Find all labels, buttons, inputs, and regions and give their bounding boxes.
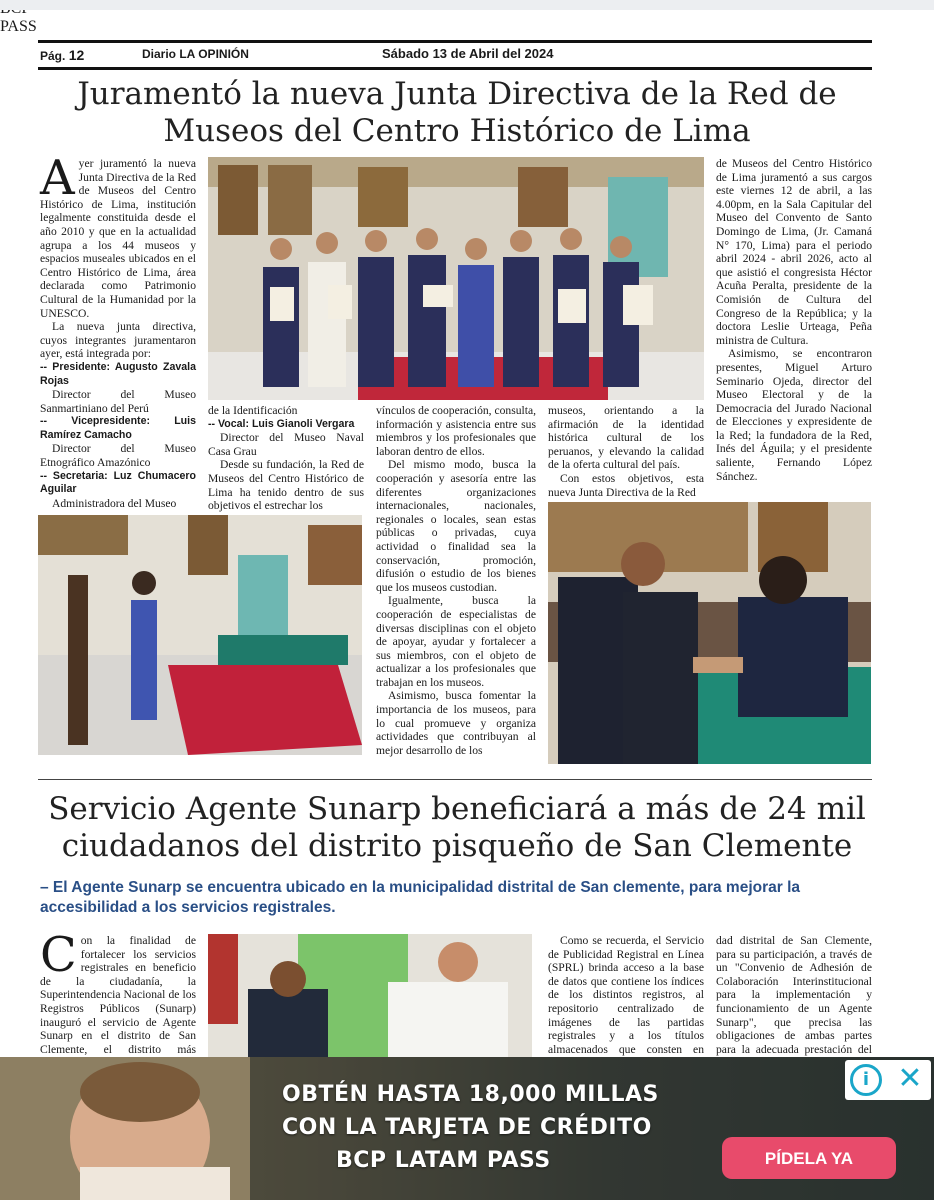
article2-headline: Servicio Agente Sunarp beneficiará a más de 24 mil ciudadanos del distrito pisqueño de San Clemente [48,791,866,864]
article1-column-5: de Museos del Centro Histórico de Lima juramentó a sus cargos este viernes 12 de abril, a las 4.00pm, en la Sala Capitular del Museo del Convento de Santo Domingo de Lima, (Jr. Camaná N° 170, Lima) para el periodo abril 2024 - abril 2026, acto al que asistió el congresista Héctor Acuña Peralta, presidente de la Comisión de Cultura del Congreso de la República; y la doctora Leslie Urteaga, Peña ministra de Cultura. Asimismo, se encontraron presentes, Miguel Arturo Seminario Ojeda, director del Museo Electoral y de la Democracia del Jurado Nacional de Elecciones y expresidente de la Red; la fundadora de la Red, Inés del Águila; y el presidente saliente, Fernando López Sánchez. [716,157,872,483]
article2-ceremony-photo [208,934,532,1057]
page-header [38,40,872,70]
issue-date: Sábado 13 de Abril del 2024 [382,46,554,61]
ad-close-icon[interactable]: ✕ [897,1061,923,1096]
article1-column-3: vínculos de cooperación, consulta, información y asistencia entre sus miembros y los profesionales que laboran dentro de ellos. Del mismo modo, busca la cooperación y asesoría entre las diferentes organizaciones internacionales, nacionales, regionales o locales, sean estas públicas o privadas, cuya actividad o finalidad sea la conservación, promoción, difusión o estudio de los bienes que los museos custodian. Igualmente, busca la cooperación de especialistas de diversas disciplinas con el objeto de apoyar, ayudar y fortalecer a sus miembros, con el objeto de actualizar a los profesionales que trabajan en los museos. Asimismo, busca fomentar la importancia de los museos, para lo cual promueve y organiza actividades que contribuyan al mejor desarrollo de los [376,404,537,757]
article1-column-4: museos, orientando a la afirmación de la identidad histórica cultural de los peruanos, y elevando la calidad de la oferta cultural del país. Con estos objetivos, esta nueva Junta Directiva de la Red [548,404,704,499]
latam-pass-logo: PASS [0,18,37,35]
article1-column-1: Ayer juramentó la nueva Junta Directiva de la Red de Museos del Centro Histórico de Lima, institución legalmente constituida desde el año 2010 y que en la actualidad agrupa a los 44 museos y espacios museales ubicados en el Centro Histórico de Lima, área declarada como Patrimonio Cultural de la Humanidad por la UNESCO. La nueva junta directiva, cuyos integrantes juramentaron ayer, está integrada por: -- Presidente: Augusto Zavala Rojas Director del Museo Sanmartiniano del Perú -- Vicepresidente: Luis Ramírez Camacho Director del Museo Etnográfico Amazónico -- Secretaria: Luz Chumacero Aguilar Administradora del Museo [40,150,196,510]
ad-cta-button[interactable]: PÍDELA YA [722,1137,896,1179]
article2-column-2: Como se recuerda, el Servicio de Publicidad Registral en Línea (SPRL) brinda acceso a la base de datos que contiene los índices de los distintos registros, al repositorio centralizado de imágenes de las partidas registrales y a los títulos almacenados que consten en [548,934,704,1056]
ad-headline-line3: BCP LATAM PASS [336,1148,551,1173]
ad-controls [845,1060,931,1100]
ad-headline-line2: CON LA TARJETA DE CRÉDITO [282,1115,652,1140]
page-number-label: Pág. 12 [40,47,85,63]
article1-handshake-photo [548,502,871,764]
newspaper-name: Diario LA OPINIÓN [142,47,249,61]
article2-column-1: Con la finalidad de fortalecer los servicios registrales en beneficio de la ciudadanía, la Superintendencia Nacional de los Registros Públicos (Sunarp) inauguró el servicio de Agente Sunarp en el distrito de San Clemente, el distrito más [40,927,196,1056]
article2-subtitle: – El Agente Sunarp se encuentra ubicado en la municipalidad distrital de San clemente, para mejorar la accesibilidad a los servicios registrales. [40,879,801,916]
ad-headline-line1: OBTÉN HASTA 18,000 MILLAS [282,1082,659,1107]
ad-info-icon[interactable]: i [850,1064,882,1096]
article1-group-photo [208,157,704,400]
article2-column-3: dad distrital de San Clemente, para su participación, a través de un "Convenio de Adhesión de Colaboración Interinstitucional para la implementación y funcionamiento de un Agente Sunarp", que precisa las obligaciones de ambas partes para la adecuada prestación del [716,934,872,1056]
article1-column-2: de la Identificación -- Vocal: Luis Gianoli Vergara Director del Museo Naval Casa Grau Desde su fundación, la Red de Museos del Centro Histórico de Lima ha tenido dentro de sus objetivos el estrechar los [208,404,364,513]
article1-hall-photo [38,515,362,755]
browser-top-strip [0,0,934,10]
drop-cap: C [40,927,77,983]
drop-cap: A [40,150,75,206]
section-divider [38,779,872,780]
article1-headline: Juramentó la nueva Junta Directiva de la Red de Museos del Centro Histórico de Lima [77,76,837,149]
